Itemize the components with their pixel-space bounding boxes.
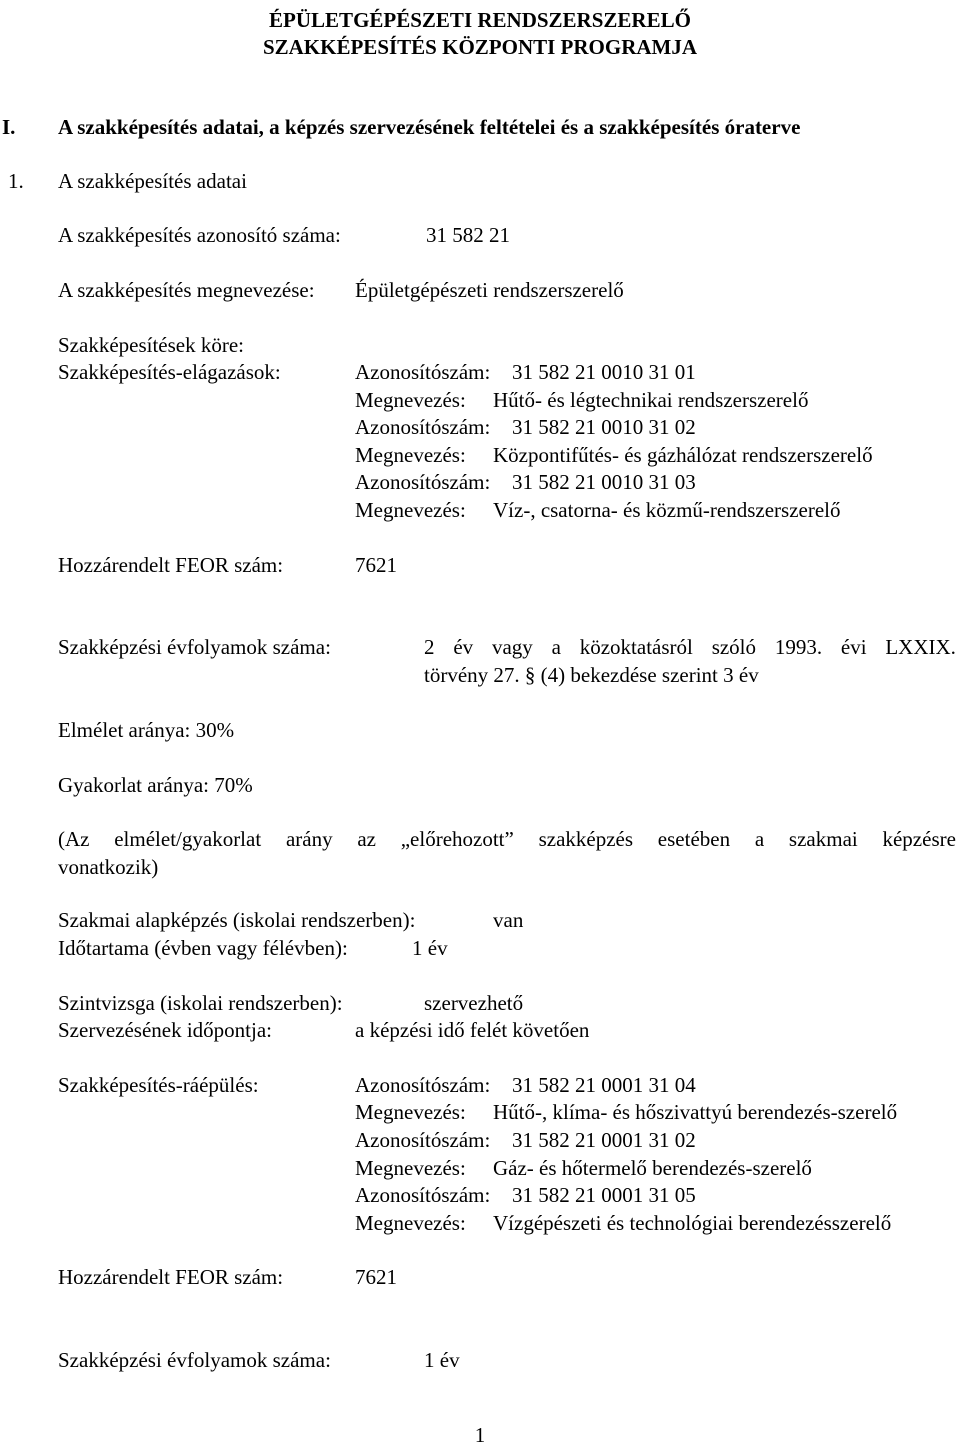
note-word: a <box>754 827 765 851</box>
branch-3-id-label: Azonosítószám: <box>355 470 491 494</box>
years-word: közoktatásról <box>579 635 693 659</box>
note-word: elmélet/gyakorlat <box>114 827 262 851</box>
years-value-line-2: törvény 27. § (4) bekezdése szerint 3 év <box>424 663 759 687</box>
further-feor-label: Hozzárendelt FEOR szám: <box>58 1265 284 1289</box>
further-years-value: 1 év <box>424 1348 460 1372</box>
further-1-id-label: Azonosítószám: <box>355 1073 491 1097</box>
level-exam-timing-label: Szervezésének időpontja: <box>58 1018 272 1042</box>
further-2-id: 31 582 21 0001 31 02 <box>512 1128 696 1152</box>
note-word: „előrehozott” <box>400 827 514 851</box>
further-years-label: Szakképzési évfolyamok száma: <box>58 1348 331 1372</box>
subsection-number: 1. <box>8 169 24 193</box>
further-3-name: Vízgépészeti és technológiai berendezésszerelő <box>493 1211 892 1235</box>
branch-1-name-label: Megnevezés: <box>355 388 466 412</box>
years-word: szóló <box>711 635 757 659</box>
branch-2-name-label: Megnevezés: <box>355 443 466 467</box>
further-3-id-label: Azonosítószám: <box>355 1183 491 1207</box>
level-exam-timing-value: a képzési idő felét követően <box>355 1018 590 1042</box>
further-1-name-label: Megnevezés: <box>355 1100 466 1124</box>
qualification-id-value: 31 582 21 <box>426 223 510 247</box>
note-word: arány <box>285 827 333 851</box>
further-2-name: Gáz- és hőtermelő berendezés-szerelő <box>493 1156 812 1180</box>
basic-training-duration-value: 1 év <box>412 936 448 960</box>
note-word: szakképzés <box>538 827 634 851</box>
years-label: Szakképzési évfolyamok száma: <box>58 635 331 659</box>
branch-1-name: Hűtő- és légtechnikai rendszerszerelő <box>493 388 809 412</box>
years-word: évi <box>840 635 867 659</box>
ratio-note-line-2: vonatkozik) <box>58 855 159 879</box>
document-title-line-2: SZAKKÉPESÍTÉS KÖZPONTI PROGRAMJA <box>262 35 698 59</box>
document-title-line-1: ÉPÜLETGÉPÉSZETI RENDSZERSZERELŐ <box>269 8 691 32</box>
further-1-id: 31 582 21 0001 31 04 <box>512 1073 696 1097</box>
further-2-name-label: Megnevezés: <box>355 1156 466 1180</box>
basic-training-label: Szakmai alapképzés (iskolai rendszerben): <box>58 908 416 932</box>
branch-1-id: 31 582 21 0010 31 01 <box>512 360 696 384</box>
section-heading: A szakképesítés adatai, a képzés szervezésének feltételei és a szakképesítés óraterve <box>58 115 801 139</box>
level-exam-value: szervezhető <box>424 991 524 1015</box>
section-number: I. <box>2 115 16 139</box>
basic-training-value: van <box>493 908 524 932</box>
practice-ratio-label: Gyakorlat aránya: <box>58 773 210 797</box>
note-word: szakmai <box>788 827 858 851</box>
note-word: esetében <box>657 827 731 851</box>
practice-ratio <box>58 775 253 796</box>
further-1-name: Hűtő-, klíma- és hőszivattyú berendezés-szerelő <box>493 1100 898 1124</box>
qualification-name-value: Épületgépészeti rendszerszerelő <box>355 278 624 302</box>
qualification-name-label: A szakképesítés megnevezése: <box>58 278 315 302</box>
further-2-id-label: Azonosítószám: <box>355 1128 491 1152</box>
branches-label: Szakképesítés-elágazások: <box>58 360 281 384</box>
further-feor-value: 7621 <box>355 1265 397 1289</box>
years-word: 1993. <box>774 635 823 659</box>
further-qualification-label: Szakképesítés-ráépülés: <box>58 1073 259 1097</box>
ratio-note-line-1 <box>58 829 956 850</box>
branch-3-name-label: Megnevezés: <box>355 498 466 522</box>
years-value-line-1 <box>424 637 956 658</box>
qualification-id-label: A szakképesítés azonosító száma: <box>58 223 341 247</box>
practice-ratio-value: 70% <box>214 773 253 797</box>
branch-2-name: Központifűtés- és gázhálózat rendszerszerelő <box>493 443 873 467</box>
theory-ratio-value: 30% <box>195 718 235 742</box>
note-word: az <box>357 827 376 851</box>
years-word: év <box>453 635 474 659</box>
note-word: képzésre <box>882 827 956 851</box>
qualification-scope-label: Szakképesítések köre: <box>58 333 245 357</box>
further-3-name-label: Megnevezés: <box>355 1211 466 1235</box>
feor-label: Hozzárendelt FEOR szám: <box>58 553 284 577</box>
years-word: vagy <box>491 635 533 659</box>
level-exam-label: Szintvizsga (iskolai rendszerben): <box>58 991 343 1015</box>
branch-1-id-label: Azonosítószám: <box>355 360 491 384</box>
branch-3-id: 31 582 21 0010 31 03 <box>512 470 696 494</box>
theory-ratio <box>58 720 234 741</box>
basic-training-duration-label: Időtartama (évben vagy félévben): <box>58 936 348 960</box>
theory-ratio-label: Elmélet aránya: <box>58 718 191 742</box>
branch-2-id: 31 582 21 0010 31 02 <box>512 415 696 439</box>
years-word: 2 <box>424 635 435 659</box>
feor-value: 7621 <box>355 553 397 577</box>
branch-3-name: Víz-, csatorna- és közmű-rendszerszerelő <box>493 498 841 522</box>
years-word: a <box>551 635 561 659</box>
further-3-id: 31 582 21 0001 31 05 <box>512 1183 696 1207</box>
note-word: (Az <box>58 827 90 851</box>
years-word: LXXIX. <box>885 635 956 659</box>
subsection-heading: A szakképesítés adatai <box>58 169 247 193</box>
branch-2-id-label: Azonosítószám: <box>355 415 491 439</box>
page-number: 1 <box>474 1423 486 1447</box>
